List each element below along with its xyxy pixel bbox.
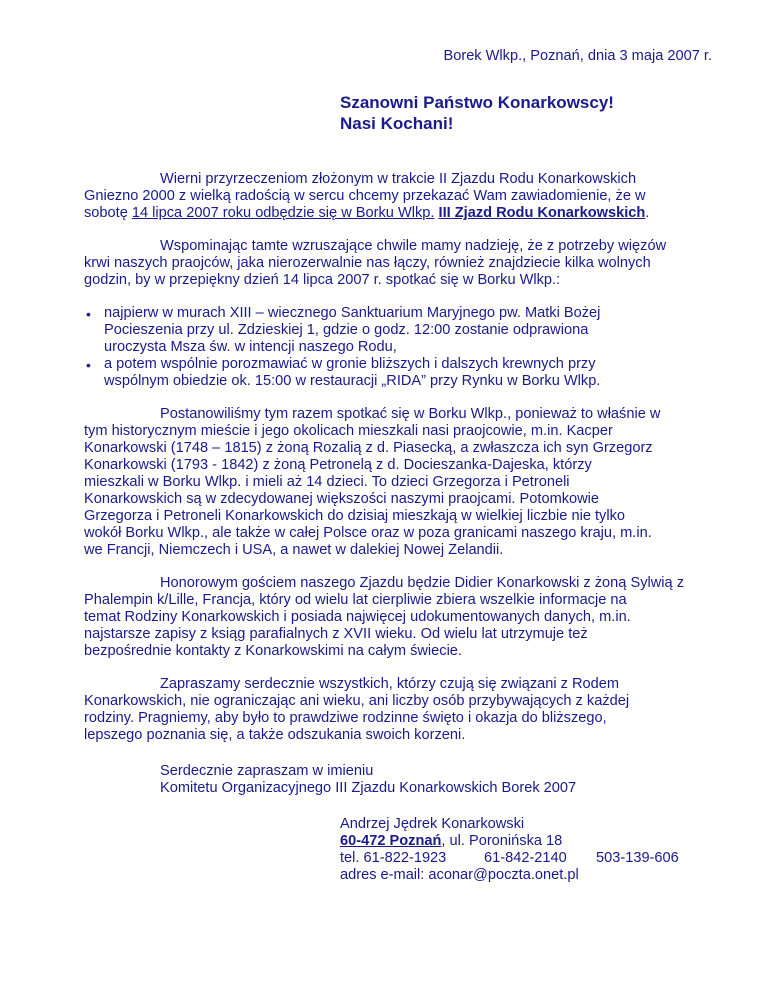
address-city: 60-472 Poznań: [340, 833, 442, 849]
p1-text: sobotę: [84, 205, 132, 221]
phone-3: 503-139-606: [596, 850, 679, 866]
p4-line-4: najstarsze zapisy z ksiąg parafialnych z XVII wieku. Od wielu lat utrzymuje też: [84, 626, 588, 642]
greeting-line-2: Nasi Kochani!: [340, 114, 454, 133]
p3-line-8: wokół Borku Wlkp., ale także w całej Polsce oraz w poza granicami naszego kraju, m.in.: [84, 525, 652, 541]
p4-line-1: Honorowym gościem naszego Zjazdu będzie Didier Konarkowski z żoną Sylwią z: [160, 575, 684, 591]
p3-line-5: mieszkali w Borku Wlkp. i mieli aż 14 dzieci. To dzieci Grzegorza i Petroneli: [84, 474, 570, 490]
bullet2-line-2: wspólnym obiedzie ok. 15:00 w restauracji „RIDA” przy Rynku w Borku Wlkp.: [104, 373, 601, 389]
p1-period: .: [645, 205, 650, 221]
p3-line-4: Konarkowski (1793 - 1842) z żoną Petronelą z d. Docieszanka-Dajeska, którzy: [84, 457, 592, 473]
signature-address: [340, 833, 562, 850]
phone-1: tel. 61-822-1923: [340, 850, 447, 866]
p1-line-3: [84, 205, 649, 222]
p5-line-1: Zapraszamy serdecznie wszystkich, którzy czują się związani z Rodem: [160, 676, 620, 692]
signature-phones: [340, 850, 446, 867]
signature-email: adres e-mail: aconar@poczta.onet.pl: [340, 867, 579, 883]
p3-line-7: Grzegorza i Petroneli Konarkowskich do dzisiaj mieszkają w wielkiej liczbie nie tylko: [84, 508, 625, 524]
p2-line-3: godzin, by w przepiękny dzień 14 lipca 2007 r. spotkać się w Borku Wlkp.:: [84, 272, 561, 288]
closing-line-2: Komitetu Organizacyjnego III Zjazdu Konarkowskich Borek 2007: [160, 780, 577, 796]
bullet1-line-2: Pocieszenia przy ul. Zdzieskiej 1, gdzie o godz. 12:00 zostanie odprawiona: [104, 322, 589, 338]
p4-line-2: Phalempin k/Lille, Francja, który od wielu lat cierpliwie zbiera wszelkie informacje na: [84, 592, 627, 608]
p3-line-6: Konarkowskich są w zdecydowanej większości naszymi praojcami. Potomkowie: [84, 491, 600, 507]
signature-name: Andrzej Jędrek Konarkowski: [340, 816, 525, 832]
p1-line-2: Gniezno 2000 z wielką radością w sercu chcemy przekazać Wam zawiadomienie, że w: [84, 188, 646, 204]
bullet1-line-3: uroczysta Msza św. w intencji naszego Rodu,: [104, 339, 397, 355]
p3-line-2: tym historycznym mieście i jego okolicach mieszkali nasi praojcowie, m.in. Kacper: [84, 423, 613, 439]
bullet1-line-1: najpierw w murach XIII – wiecznego Sanktuarium Maryjnego pw. Matki Bożej: [104, 305, 601, 321]
phone-2: 61-842-2140: [484, 850, 567, 866]
event-date-underlined: 14 lipca 2007 roku odbędzie się w Borku Wlkp.: [131, 205, 435, 221]
p4-line-5: bezpośrednie kontakty z Konarkowskimi na całym świecie.: [84, 643, 462, 659]
p2-line-2: krwi naszych praojców, jaka nierozerwalnie nas łączy, również znajdziecie kilka wolnych: [84, 255, 651, 271]
p5-line-4: lepszego poznania się, a także odszukania swoich korzeni.: [84, 727, 466, 743]
dateline: Borek Wlkp., Poznań, dnia 3 maja 2007 r.: [443, 48, 712, 64]
p5-line-2: Konarkowskich, nie ograniczając ani wieku, ani liczby osób przybywających z każdej: [84, 693, 630, 709]
p4-line-3: temat Rodziny Konarkowskich i posiada najwięcej udokumentowanych danych, m.in.: [84, 609, 631, 625]
p1-line-1: Wierni przyrzeczeniom złożonym w trakcie II Zjazdu Rodu Konarkowskich: [160, 171, 637, 187]
closing-line-1: Serdecznie zapraszam w imieniu: [160, 763, 374, 779]
greeting-line-1: Szanowni Państwo Konarkowscy!: [340, 93, 614, 112]
p3-line-3: Konarkowski (1748 – 1815) z żoną Rozalią z d. Piasecką, a zwłaszcza ich syn Grzegorz: [84, 440, 653, 456]
p5-line-3: rodziny. Pragniemy, aby było to prawdziwe rodzinne święto i okazja do bliższego,: [84, 710, 607, 726]
bullet-icon: •: [86, 306, 91, 322]
address-street: , ul. Poronińska 18: [441, 833, 563, 849]
p3-line-9: we Francji, Niemczech i USA, a nawet w dalekiej Nowej Zelandii.: [84, 542, 504, 558]
p3-line-1: Postanowiliśmy tym razem spotkać się w Borku Wlkp., ponieważ to właśnie w: [160, 406, 661, 422]
bullet-icon: •: [86, 357, 91, 373]
bullet2-line-1: a potem wspólnie porozmawiać w gronie bliższych i dalszych krewnych przy: [104, 356, 596, 372]
event-name-bold: III Zjazd Rodu Konarkowskich: [438, 205, 646, 221]
p2-line-1: Wspominając tamte wzruszające chwile mamy nadzieję, że z potrzeby więzów: [160, 238, 667, 254]
